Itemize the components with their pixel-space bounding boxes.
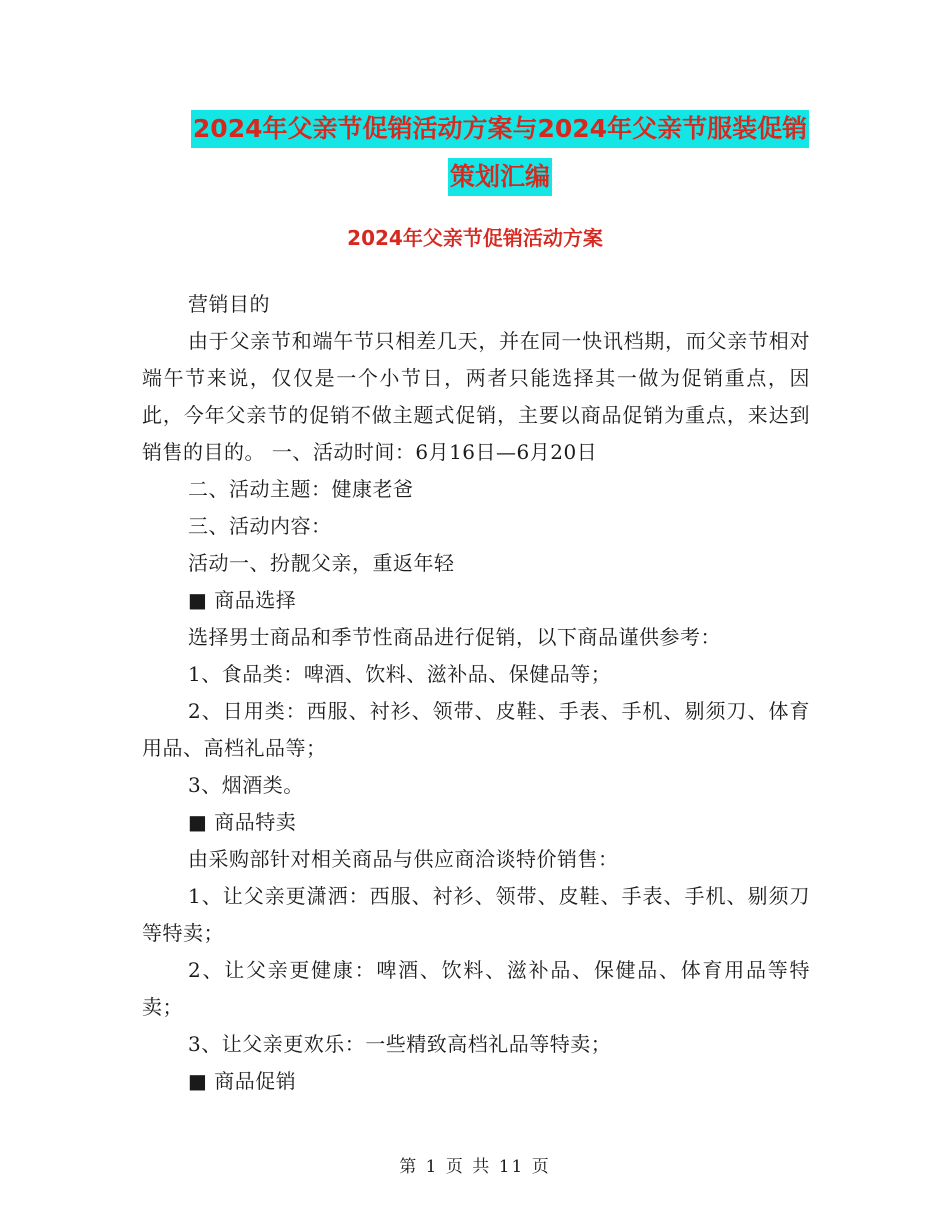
paragraph: 由于父亲节和端午节只相差几天，并在同一快讯档期，而父亲节相对端午节来说，仅仅是一个小节日，两者只能选择其一做为促销重点，因此，今年父亲节的促销不做主题式促销，主要以商品促销为重点，来达到销售的目的。 一、活动时间：6月16日—6月20日 — [142, 329, 810, 464]
paragraph: 二、活动主题：健康老爸 — [188, 477, 414, 501]
paragraph: 3、让父亲更欢乐：一些精致高档礼品等特卖； — [188, 1032, 612, 1056]
paragraph: 2、日用类：西服、衬衫、领带、皮鞋、手表、手机、剔须刀、体育用品、高档礼品等； — [142, 699, 810, 760]
title-line-2: 策划汇编 — [448, 158, 552, 196]
paragraph: ■ 商品选择 — [188, 588, 297, 612]
paragraph: ■ 商品特卖 — [188, 810, 297, 834]
document-title — [140, 110, 860, 206]
document-body — [142, 286, 810, 1100]
section-title: 2024年父亲节促销活动方案 — [347, 226, 603, 250]
paragraph: 2、让父亲更健康：啤酒、饮料、滋补品、保健品、体育用品等特卖； — [142, 958, 810, 1019]
paragraph: 选择男士商品和季节性商品进行促销，以下商品谨供参考： — [188, 625, 721, 649]
paragraph: 由采购部针对相关商品与供应商洽谈特价销售： — [188, 847, 619, 871]
paragraph: 1、让父亲更潇洒：西服、衬衫、领带、皮鞋、手表、手机、剔须刀等特卖； — [142, 884, 810, 945]
paragraph: 营销目的 — [188, 292, 270, 316]
paragraph: ■ 商品促销 — [188, 1069, 297, 1093]
page-footer: 第 1 页 共 11 页 — [399, 1157, 551, 1177]
paragraph: 三、活动内容： — [188, 514, 332, 538]
paragraph: 1、食品类：啤酒、饮料、滋补品、保健品等； — [188, 662, 612, 686]
paragraph: 活动一、扮靓父亲，重返年轻 — [188, 551, 455, 575]
paragraph: 3、烟酒类。 — [188, 773, 304, 797]
title-line-1: 2024年父亲节促销活动方案与2024年父亲节服装促销 — [191, 110, 809, 148]
